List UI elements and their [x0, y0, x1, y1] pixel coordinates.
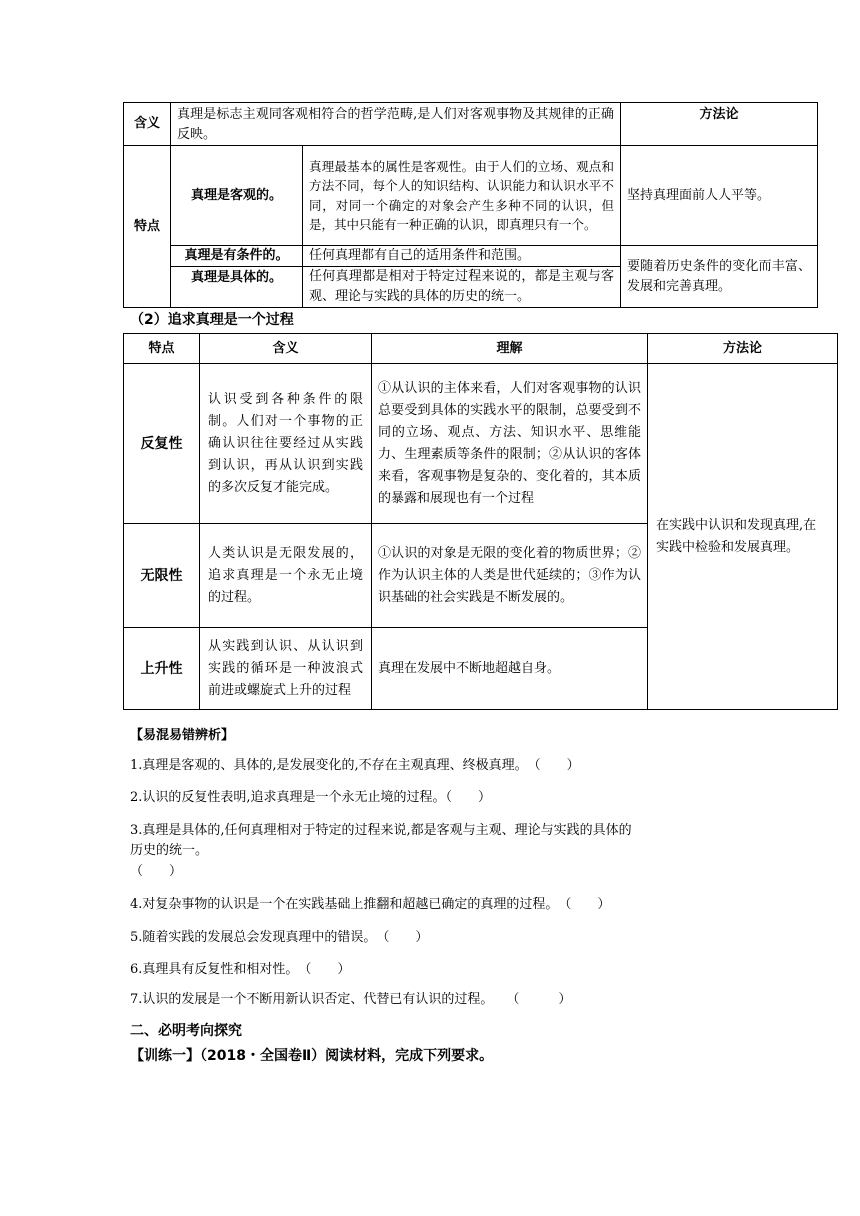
section-two-title: 二、必明考向探究 [130, 1023, 242, 1039]
header-understanding: 理解 [372, 334, 648, 364]
question-3-answer: （ ） [130, 864, 183, 879]
feature-conditional-method: 要随着历史条件的变化而丰富、发展和完善真理。 [621, 246, 818, 308]
confusion-title: 【易混易错辨析】 [130, 728, 235, 743]
method-header: 方法论 [621, 103, 818, 146]
question-6: 6.真理具有反复性和相对性。 （ ） [130, 962, 351, 977]
feature-concrete-desc: 任何真理都是相对于特定过程来说的，都是主观与客观、理论与实践的具体的历史的统一。 [303, 267, 621, 308]
repetitive-understanding: ①从认识的主体来看，人们对客观事物的认识总要受到具体的实践水平的限制，总要受到不同的立场、观点、方法、知识水平、思维能力、生理素质等条件的限制；②从认识的客体来看，客观事物是复杂的、变化着的，其本质的暴露和展现也有一个过程 [372, 364, 648, 524]
section-2-title: （2）追求真理是一个过程 [130, 312, 294, 328]
header-method: 方法论 [648, 334, 838, 364]
infinite-meaning: 人类认识是无限发展的，追求真理是一个永无止境的过程。 [200, 524, 372, 628]
header-feature: 特点 [124, 334, 200, 364]
question-1: 1.真理是客观的、具体的,是发展变化的,不存在主观真理、终极真理。 （ ） [130, 758, 580, 773]
infinite-understanding: ①认识的对象是无限的变化着的物质世界；②作为认识主体的人类是世代延续的；③作为认识基础的社会实践是不断发展的。 [372, 524, 648, 628]
meaning-text: 真理是标志主观同客观相符合的哲学范畴,是人们对客观事物及其规律的正确反映。 [171, 103, 621, 146]
process-method: 在实践中认识和发现真理,在实践中检验和发展真理。 [648, 364, 838, 710]
feature-objective-desc: 真理最基本的属性是客观性。由于人们的立场、观点和方法不同，每个人的知识结构、认识能力和认识水平不同，对同一个确定的对象会产生多种不同的认识，但是，其中只能有一种正确的认识，即真理只有一个。 [303, 146, 621, 246]
question-2: 2.认识的反复性表明,追求真理是一个永无止境的过程。（ ） [130, 790, 492, 805]
ascending-meaning: 从实践到认识、从认识到实践的循环是一种波浪式前进或螺旋式上升的过程 [200, 628, 372, 710]
truth-features-table [123, 102, 818, 308]
training-prompt: 【训练一】（2018・全国卷Ⅱ）阅读材料，完成下列要求。 [130, 1048, 494, 1064]
ascending-understanding: 真理在发展中不断地超越自身。 [372, 628, 648, 710]
feature-ascending: 上升性 [124, 628, 200, 710]
features-label: 特点 [124, 146, 171, 308]
feature-conditional-desc: 任何真理都有自己的适用条件和范围。 [303, 246, 621, 267]
truth-process-table [123, 333, 838, 710]
feature-conditional: 真理是有条件的。 [171, 246, 303, 267]
feature-infinite: 无限性 [124, 524, 200, 628]
question-5: 5.随着实践的发展总会发现真理中的错误。 （ ） [130, 930, 429, 945]
header-meaning: 含义 [200, 334, 372, 364]
meaning-label: 含义 [124, 103, 171, 146]
feature-concrete: 真理是具体的。 [171, 267, 303, 308]
feature-objective-method: 坚持真理面前人人平等。 [621, 146, 818, 246]
feature-objective: 真理是客观的。 [171, 146, 303, 246]
feature-repetitive: 反复性 [124, 364, 200, 524]
question-3-line-2: 历史的统一。 [130, 843, 209, 858]
question-4: 4.对复杂事物的认识是一个在实践基础上推翻和超越已确定的真理的过程。 （ ） [130, 897, 611, 912]
question-7: 7.认识的发展是一个不断用新认识否定、代替已有认识的过程。 （ ） [130, 992, 572, 1007]
repetitive-meaning: 认识受到各种条件的限制。人们对一个事物的正确认识往往要经过从实践到认识，再从认识到实践的多次反复才能完成。 [200, 364, 372, 524]
question-3-line-1: 3.真理是具体的,任何真理相对于特定的过程来说,都是客观与主观、理论与实践的具体的 [130, 823, 632, 838]
